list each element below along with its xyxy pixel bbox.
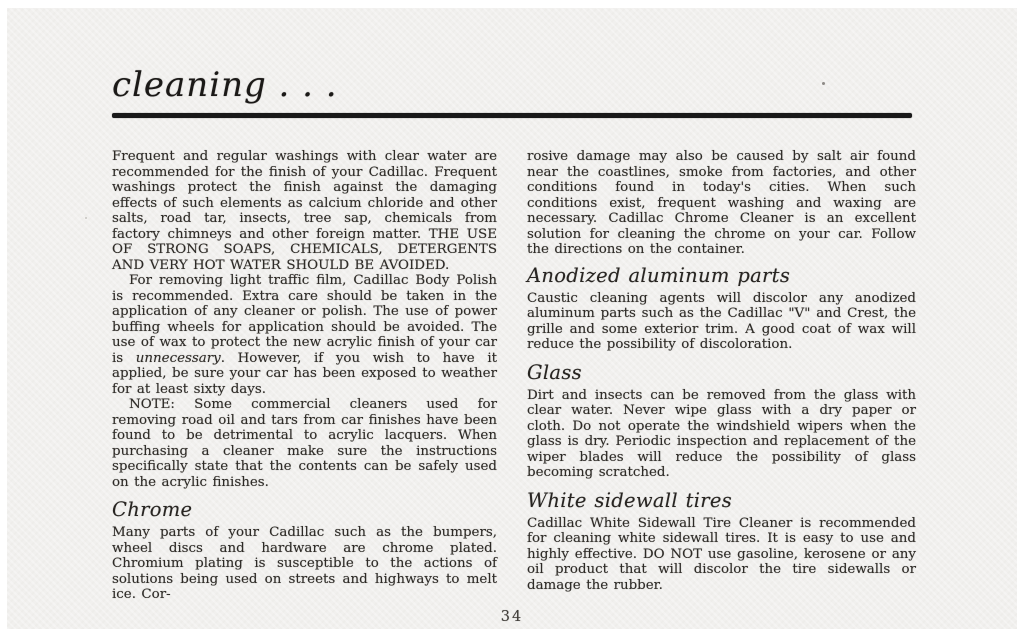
right-column: [527, 149, 916, 603]
left-column: [112, 149, 497, 603]
paragraph-polish-text: For removing light traffic film, Cadillac Body Polish is recommended. Extra care should be taken in the application of any cleaner or polish. The use of power buffing wheels for application should be avoided. The use of wax to protect the new acrylic finish of your car is: [112, 273, 497, 366]
heading-glass: Glass: [527, 360, 582, 384]
page-title: cleaning . . .: [112, 65, 338, 105]
paragraph-glass: Dirt and insects can be removed from the glass with clear water. Never wipe glass with a dry paper or cloth. Do not operate the windshield wipers when the glass is dry. Periodic inspection and replacement of the wiper blades will reduce the possibility of glass becoming scratched.: [527, 387, 916, 480]
paragraph-white-sidewall-tires: Cadillac White Sidewall Tire Cleaner is recommended for cleaning white sidewall tires. It is easy to use and highly effective. DO NOT use gasoline, kerosene or any oil product that will discolor the tire sidewalls or damage the rubber.: [527, 515, 916, 593]
page-content: [112, 62, 916, 603]
italic-word: unnecessary: [135, 350, 221, 366]
title-rule: [112, 113, 912, 118]
two-column-text: [112, 149, 916, 603]
scan-artifact: [85, 217, 87, 219]
heading-chrome: Chrome: [112, 498, 193, 521]
paragraph-chrome-continued: rosive damage may also be caused by salt air found near the coastlines, smoke from factories, and other conditions found in today's cities. When such conditions exist, frequent washing and waxing are necessary. Cadillac Chrome Cleaner is an excellent solution for cleaning the chrome on your car. Follow the directions on the container.: [527, 149, 916, 257]
paragraph-anodized-aluminum: Caustic cleaning agents will discolor any anodized aluminum parts such as the Cadillac "V" and Crest, the grille and some exterior trim. A good coat of wax will reduce the possibility of discoloration.: [527, 290, 916, 352]
heading-white-sidewall-tires: White sidewall tires: [527, 488, 733, 512]
heading-anodized-aluminum: Anodized aluminum parts: [527, 263, 791, 287]
page-number: 34: [500, 609, 524, 625]
paragraph-polish-text-after: . However, if you wish to have it applied, be sure your car has been exposed to weather for at least sixty days.: [112, 350, 497, 397]
paragraph-note: NOTE: Some commercial cleaners used for removing road oil and tars from car finishes have been found to be detrimental to acrylic lacquers. When purchasing a cleaner make sure the instructions specifically state that the contents can be safely used on the acrylic finishes.: [112, 397, 497, 490]
paragraph-washing: Frequent and regular washings with clear water are recommended for the finish of your Cadillac. Frequent washings protect the finish against the damaging effects of such elements as calcium chloride and other salts, road tar, insects, tree sap, chemicals from factory chimneys and other foreign matter. THE USE OF STRONG SOAPS, CHEMICALS, DETERGENTS AND VERY HOT WATER SHOULD BE AVOIDED.: [112, 149, 497, 273]
paragraph-polish: [112, 273, 497, 397]
scanned-page: [7, 8, 1017, 629]
paragraph-chrome: Many parts of your Cadillac such as the bumpers, wheel discs and hardware are chrome plated. Chromium plating is susceptible to the actions of solutions being used on streets and highways to melt ice. Cor-: [112, 525, 497, 602]
